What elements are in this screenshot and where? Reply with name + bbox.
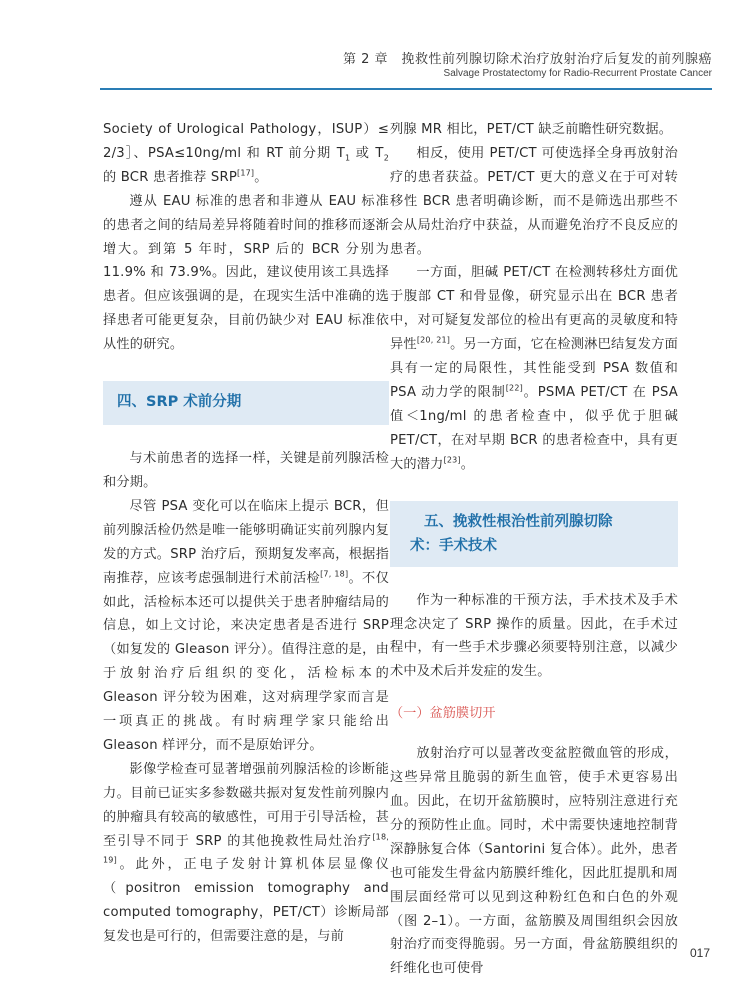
citation: [18, 19]: [103, 832, 389, 866]
citation: [22]: [505, 383, 523, 393]
header-rule: [100, 88, 712, 90]
paragraph: 一方面，胆碱 PET/CT 在检测转移灶方面优于腹部 CT 和骨显像，研究显示出在 BCR 患者中，对可疑复发部位的检出有更高的灵敏度和特异性[20, 21]。另一方面，它在检测淋巴结复发方面具有一定的局限性，其性能受到 PSA 数值和 PSA 动力学的限制[22]。PSMA PET/CT 在 PSA 值＜1ng/ml 的患者检查中，似乎优于胆碱 PET/CT，在对早期 BCR 的患者检查中，具有更大的潜力[23]。: [390, 265, 678, 472]
right-column: [390, 118, 678, 981]
left-column: [103, 118, 389, 949]
paragraph: 与术前患者的选择一样，关键是前列腺活检和分期。: [103, 451, 389, 490]
paragraph: 放射治疗可以显著改变盆腔微血管的形成，这些异常且脆弱的新生血管，使手术更容易出血。因此，在切开盆筋膜时，应特别注意进行充分的预防性止血。同时，术中需要快速地控制背深静脉复合体（Santorini 复合体）。此外，患者也可能发生骨盆内筋膜纤维化，因此肛提肌和周围层面经常可以见到这种粉红色和白色的外观（图 2–1）。一方面，盆筋膜及周围组织会因放射治疗而变得脆弱。另一方面，骨盆筋膜组织的纤维化也可使骨: [390, 746, 678, 977]
citation: [20, 21]: [416, 335, 451, 345]
chapter-subtitle-en: Salvage Prostatectomy for Radio-Recurrent Prostate Cancer: [443, 68, 712, 79]
subsection-heading: （一）盆筋膜切开: [390, 706, 496, 722]
paragraph: 作为一种标准的干预方法，手术技术及手术理念决定了 SRP 操作的质量。因此，在手术过程中，有一些手术步骤必须要特别注意，以减少术中及术后并发症的发生。: [390, 592, 678, 680]
paragraph: 列腺 MR 相比，PET/CT 缺乏前瞻性研究数据。: [390, 122, 673, 137]
paragraph: 遵从 EAU 标准的患者和非遵从 EAU 标准的患者之间的结局差异将随着时间的推移而逐渐增大。到第 5 年时，SRP 后的 BCR 分别为 11.9% 和 73.9%。因此，建议使用该工具选择患者。但应该强调的是，在现实生活中准确的选择患者可能更复杂，目前仍缺少对 EAU 标准依从性的研究。: [103, 193, 389, 353]
page-number: 017: [689, 946, 710, 960]
chapter-title: 第 2 章 挽救性前列腺切除术治疗放射治疗后复发的前列腺癌: [342, 52, 712, 67]
citation: [17]: [237, 168, 255, 178]
paragraph: 尽管 PSA 变化可以在临床上提示 BCR，但前列腺活检仍然是唯一能够明确证实前列腺内复发的方式。SRP 治疗后，预期复发率高，根据指南推荐，应该考虑强制进行术前活检[7, 18]。不仅如此，活检标本还可以提供关于患者肿瘤结局的信息，如上文讨论，来决定患者是否进行 SRP（如复发的 Gleason 评分）。值得注意的是，由于放射治疗后组织的变化，活检标本的 Gleason 评分较为困难，这对病理学家而言是一项真正的挑战。有时病理学家只能给出 Gleason 样评分，而不是原始评分。: [103, 498, 390, 753]
section-heading: 四、SRP 术前分期: [103, 381, 389, 425]
citation: [23]: [443, 455, 461, 465]
paragraph: Society of Urological Pathology，ISUP）≤ 2/3］、PSA≤10ng/ml 和 RT 前分期 $T_1$ 或 $T_2$ 的 BCR 患者推荐 SRP[17]。: [103, 122, 389, 185]
paragraph: 影像学检查可显著增强前列腺活检的诊断能力。目前已证实多参数磁共振对复发性前列腺内的肿瘤具有较高的敏感性，可用于引导活检，甚至引导不同于 SRP 的其他挽救性局灶治疗[18, 19]。此外，正电子发射计算机体层显像仪（positron emission tomography and computed tomography，PET/CT）诊断局部复发也是可行的，但需要注意的是，与前: [103, 761, 389, 945]
running-header: [0, 0, 750, 92]
section-heading: 五、挽救性根治性前列腺切除 术：手术技术: [390, 501, 678, 567]
citation: [7, 18]: [320, 569, 349, 579]
paragraph: 相反，使用 PET/CT 可使选择全身再放射治疗的患者获益。PET/CT 更大的意义在于可对转移性 BCR 患者明确诊断，而不是筛选出那些不会从局灶治疗中获益，从而避免治疗不良反应的患者。: [390, 145, 678, 257]
